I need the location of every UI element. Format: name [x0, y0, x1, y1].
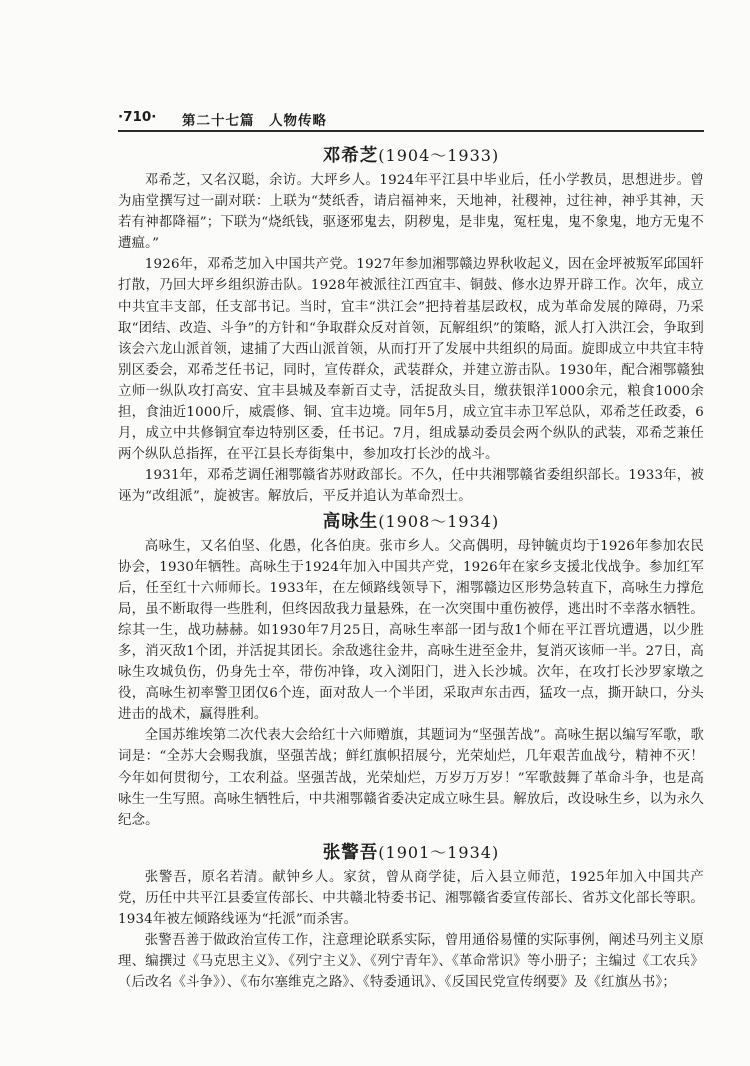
- biography-title: [118, 142, 704, 170]
- chapter-title: 第二十七篇 人物传略: [182, 113, 327, 129]
- life-dates: (1908～1934): [378, 511, 500, 531]
- person-name: 邓希芝: [322, 146, 379, 166]
- person-name: 高咏生: [322, 511, 379, 532]
- paragraph: 全国苏维埃第二次代表大会给红十六师赠旗，其题词为“坚强苦战”。高咏生据以编写军歌，歌词是：“全苏大会赐我旗，坚强苦战；鲜红旗帜招展兮，光荣灿烂，几年艰苦血战兮，精神不灭！今年如何贯彻兮，工农利益。坚强苦战，光荣灿烂，万岁万万岁！”军歌鼓舞了革命斗争，也是高咏生一生写照。高咏生牺牲后，中共湘鄂赣省委决定成立咏生县。解放后，改设咏生乡，以为永久纪念。: [118, 728, 704, 828]
- paragraph: 张警吾善于做政治宣传工作，注意理论联系实际，曾用通俗易懂的实际事例，阐述马列主义原理、编撰过《马克思主义》、《列宁主义》、《列宁青年》、《革命常识》等小册子；主编过《工农兵》（后改名《斗争》）、《布尔塞维克之路》、《特委通讯》、《反国民党宣传纲要》及《红旗丛书》；: [118, 933, 704, 991]
- page-body: [118, 142, 704, 993]
- paragraph: 1926年，邓希芝加入中国共产党。1927年参加湘鄂赣边界秋收起义，因在金坪被叛军邱国轩打散，乃回大坪乡组织游击队。1928年被派往江西宜丰、铜鼓、修水边界开辟工作。次年，成立中共宜丰支部，任支部书记。当时，宜丰“洪江会”把持着基层政权，成为革命发展的障碍，乃采取“团结、改造、斗争”的方针和“争取群众反对首领，瓦解组织”的策略，派人打入洪江会，争取到该会六龙山派首领，逮捕了大西山派首领，从而打开了发展中共组织的局面。旋即成立中共宜丰特别区委会，邓希芝任书记，同时，宣传群众，武装群众，并建立游击队。1930年，配合湘鄂赣独立师一纵队攻打高安、宜丰县城及奉新百丈寺，活捉敌头目，缴获银洋1000余元，粮食1000余担，食油近1000斤，威震修、铜、宜丰边境。同年5月，成立宜丰赤卫军总队，邓希芝任政委，6月，成立中共修铜宜奉边特别区委，任书记。7月，组成暴动委员会两个纵队的武装，邓希芝兼任两个纵队总指挥，在平江县长寿街集中，参加攻打长沙的战斗。: [118, 257, 704, 463]
- person-name: 张警吾: [322, 842, 379, 863]
- biography-title: [118, 508, 704, 536]
- paragraph: 1931年，邓希芝调任湘鄂赣省苏财政部长。不久，任中共湘鄂赣省委组织部长。1933年，被诬为“改组派”，旋被害。解放后，平反并追认为革命烈士。: [118, 468, 704, 505]
- life-dates: (1904～1933): [378, 146, 500, 165]
- life-dates: (1901～1934): [378, 842, 500, 862]
- paragraph: 高咏生，又名伯坚、化愚，化各伯庚。张市乡人。父高偶明，母钟毓贞均于1926年参加农民协会，1930年牺牲。高咏生于1924年加入中国共产党，1926年在家乡支援北伐战争。参加红军后，任至红十六师师长。1933年，在左倾路线领导下，湘鄂赣边区形势急转直下，高咏生力撑危局，虽不断取得一些胜利，但终因敌我力量悬殊，在一次突围中重伤被俘，逃出时不幸落水牺牲。综其一生，战功赫赫。如1930年7月25日，高咏生率部一团与敌1个师在平江晋坑遭遇，以少胜多，消灭敌1个团，并活捉其团长。余敌逃往金井，高咏生进至金井，复消灭该师一半。27日，高咏生攻城负伤，仍身先士卒，带伤冲锋，攻入浏阳门，进入长沙城。次年，在攻打长沙罗家墩之役，高咏生初率警卫团仅6个连，面对敌人一个半团，采取声东击西，猛攻一点，撕开缺口，分头进击的战术，赢得胜利。: [118, 538, 704, 723]
- paragraph: 张警吾，原名若清。献钟乡人。家贫，曾从商学徒，后入县立师范，1925年加入中国共产党，历任中共平江县委宣传部长、中共赣北特委书记、湘鄂赣省委宣传部长、省苏文化部长等职。1934年被左倾路线诬为“托派”而杀害。: [118, 869, 704, 927]
- paragraph: 邓希芝，又名汉聪，余访。大坪乡人。1924年平江县中毕业后，任小学教员，思想进步。曾为庙堂撰写过一副对联：上联为“焚纸香，请启福神来，天地神，社稷神，过往神，神乎其神，天若有神都降福”；下联为“烧纸钱，驱逐邪鬼去，阴秽鬼，是非鬼，冤枉鬼，鬼不象鬼，地方无鬼不遭瘟。”: [118, 173, 704, 252]
- running-header: [118, 104, 704, 132]
- biography-title: [118, 839, 704, 867]
- page-number: ·710·: [118, 109, 157, 125]
